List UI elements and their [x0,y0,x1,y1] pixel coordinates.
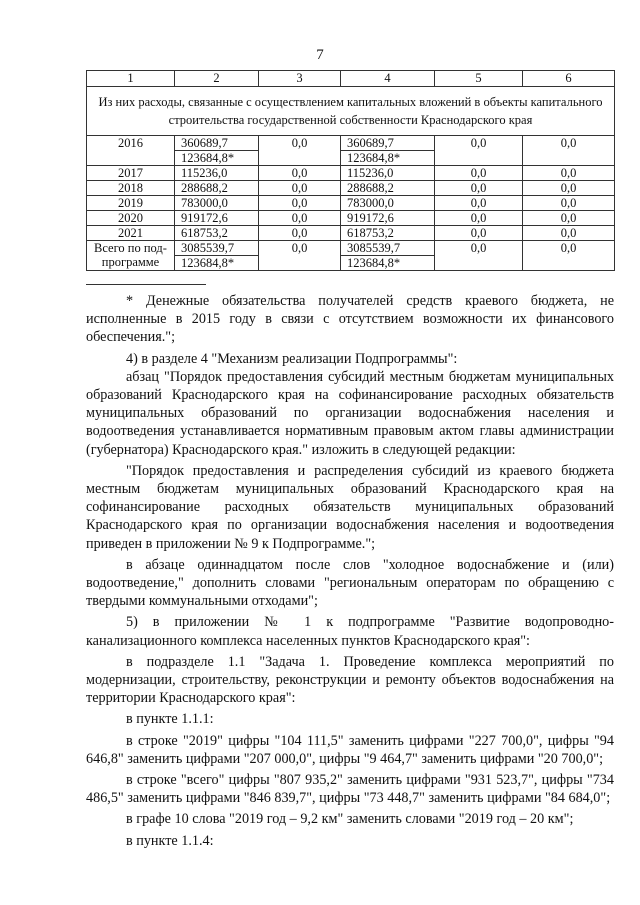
cell-value: 0,0 [470,211,487,225]
paragraph: в пункте 1.1.1: [126,711,214,728]
cell-value: 2020 [118,211,143,225]
table-cell [523,181,615,196]
cell-value: 0,0 [560,226,577,240]
table-cell [175,181,259,196]
header-cell: 3 [259,71,341,87]
cell-value: 0,0 [470,196,487,210]
table-cell [175,166,259,181]
table-cell [175,211,259,226]
cell-subvalue: 123684,8* [175,255,258,270]
header-cell: 5 [435,71,523,87]
table-cell [523,226,615,241]
table-cell [341,196,435,211]
paragraph: "Порядок предоставления и распределения субсидий из краевого бюджета местным бюджетам муниципальных образований Краснодарского края на софинансирование расходных обязательств муниципальных образований Краснодарского края по организации водоснабжения населения и водоотведения приведен в приложении № 9 к Подпрограмме."; [86,462,614,552]
table-header-row [87,71,615,87]
budget-table [86,70,615,271]
table-row [87,166,615,181]
table-cell [259,226,341,241]
table-cell [175,241,259,271]
table-cell [259,211,341,226]
table-cell [87,196,175,211]
header-cell: 2 [175,71,259,87]
footnote-paragraph: * Денежные обязательства получателей средств краевого бюджета, не исполненные в 2015 году в связи с отсутствием возможности их финансового обеспечения."; [86,293,614,346]
cell-subvalue: 123684,8* [175,150,258,165]
table-cell [523,166,615,181]
cell-value: 783000,0 [181,196,228,210]
table-cell [341,136,435,166]
paragraph: в абзаце одиннадцатом после слов "холодное водоснабжение и (или) водоотведение," дополнить словами "региональным операторам по обращению с твердыми коммунальными отходами"; [86,556,614,610]
table-cell [523,196,615,211]
table-cell [523,136,615,166]
paragraph: в графе 10 слова "2019 год – 9,2 км" заменить словами "2019 год – 20 км"; [126,811,574,828]
cell-value: 618753,2 [181,226,228,240]
cell-value: 2016 [118,136,143,150]
cell-value: 0,0 [291,166,308,180]
table-cell [341,226,435,241]
table-row [87,196,615,211]
table-cell [341,241,435,271]
cell-value: 0,0 [291,241,308,255]
table-cell [87,226,175,241]
table-cell [175,196,259,211]
cell-value: 0,0 [560,241,577,255]
footnote-divider [86,284,206,285]
cell-value: 3085539,7 [347,241,401,255]
document-body [86,289,614,850]
cell-value: 0,0 [291,226,308,240]
cell-subvalue: 123684,8* [341,255,434,270]
cell-value: 2018 [118,181,143,195]
table-cell [435,136,523,166]
page-number: 7 [316,47,324,63]
cell-value: 360689,7 [181,136,228,150]
table-cell [435,211,523,226]
table-cell [523,211,615,226]
paragraph: в строке "всего" цифры "807 935,2" заменить цифрами "931 523,7", цифры "734 486,5" заменить цифрами "846 839,7", цифры "73 448,7" заменить цифрами "84 684,0"; [86,772,614,807]
cell-value: 0,0 [560,196,577,210]
cell-value: 2021 [118,226,143,240]
table-cell [175,226,259,241]
cell-value: Всего по под- программе [94,241,167,269]
cell-subvalue: 123684,8* [341,150,434,165]
cell-value: 0,0 [470,226,487,240]
cell-value: 288688,2 [347,181,394,195]
table-section-caption: Из них расходы, связанные с осуществлением капитальных вложений в объекты капитального строительства государственной собственности Краснодарского края [87,87,615,136]
table-cell [259,196,341,211]
table-cell [175,136,259,166]
cell-value: 2017 [118,166,143,180]
table-cell [259,166,341,181]
table-cell [435,226,523,241]
paragraph: в пункте 1.1.4: [126,832,214,849]
cell-value: 0,0 [291,181,308,195]
cell-value: 0,0 [470,136,487,150]
paragraph: 4) в разделе 4 "Механизм реализации Подпрограммы": [126,350,458,367]
table-cell [87,181,175,196]
cell-value: 783000,0 [347,196,394,210]
table-row [87,226,615,241]
paragraph: в строке "2019" цифры "104 111,5" заменить цифрами "227 700,0", цифры "94 646,8" заменить цифрами "207 000,0", цифры "9 464,7" заменить цифрами "20 700,0"; [86,732,614,767]
cell-value: 0,0 [560,136,577,150]
table-row [87,241,615,271]
table-row [87,181,615,196]
header-cell: 4 [341,71,435,87]
table-cell [87,166,175,181]
table-cell [435,241,523,271]
table-cell [259,241,341,271]
table-cell [435,166,523,181]
cell-value: 618753,2 [347,226,394,240]
paragraph: в подразделе 1.1 "Задача 1. Проведение комплекса мероприятий по модернизации, строительству, реконструкции и ремонту объектов водоснабжения на территории Краснодарского края": [86,653,614,707]
cell-value: 360689,7 [347,136,394,150]
table-cell [523,241,615,271]
table-row [87,136,615,166]
table-cell [341,181,435,196]
cell-value: 115236,0 [347,166,394,180]
table-cell [435,181,523,196]
table-cell [87,211,175,226]
cell-value: 0,0 [470,181,487,195]
table-cell [341,211,435,226]
header-cell: 1 [87,71,175,87]
cell-value: 0,0 [560,211,577,225]
table-cell [259,136,341,166]
cell-value: 0,0 [560,181,577,195]
table-row [87,211,615,226]
cell-value: 288688,2 [181,181,228,195]
paragraph: 5) в приложении № 1 к подпрограмме "Развитие водопроводно-канализационного комплекса населенных пунктов Краснодарского края": [86,614,614,649]
cell-value: 0,0 [470,166,487,180]
paragraph: абзац "Порядок предоставления субсидий местным бюджетам муниципальных образований Краснодарского края на софинансирование расходных обязательств муниципальных образований по организации водоснабжения населения и водоотведения устанавливается нормативным правовым актом главы администрации (губернатора) Краснодарского края." изложить в следующей редакции: [86,368,614,458]
cell-value: 0,0 [291,196,308,210]
table-cell [259,181,341,196]
table-cell [87,241,175,271]
cell-value: 2019 [118,196,143,210]
cell-value: 919172,6 [181,211,228,225]
cell-value: 0,0 [291,211,308,225]
cell-value: 919172,6 [347,211,394,225]
table-cell [87,136,175,166]
cell-value: 3085539,7 [181,241,235,255]
cell-value: 115236,0 [181,166,228,180]
header-cell: 6 [523,71,615,87]
cell-value: 0,0 [470,241,487,255]
cell-value: 0,0 [560,166,577,180]
cell-value: 0,0 [291,136,308,150]
table-cell [435,196,523,211]
table-cell [341,166,435,181]
